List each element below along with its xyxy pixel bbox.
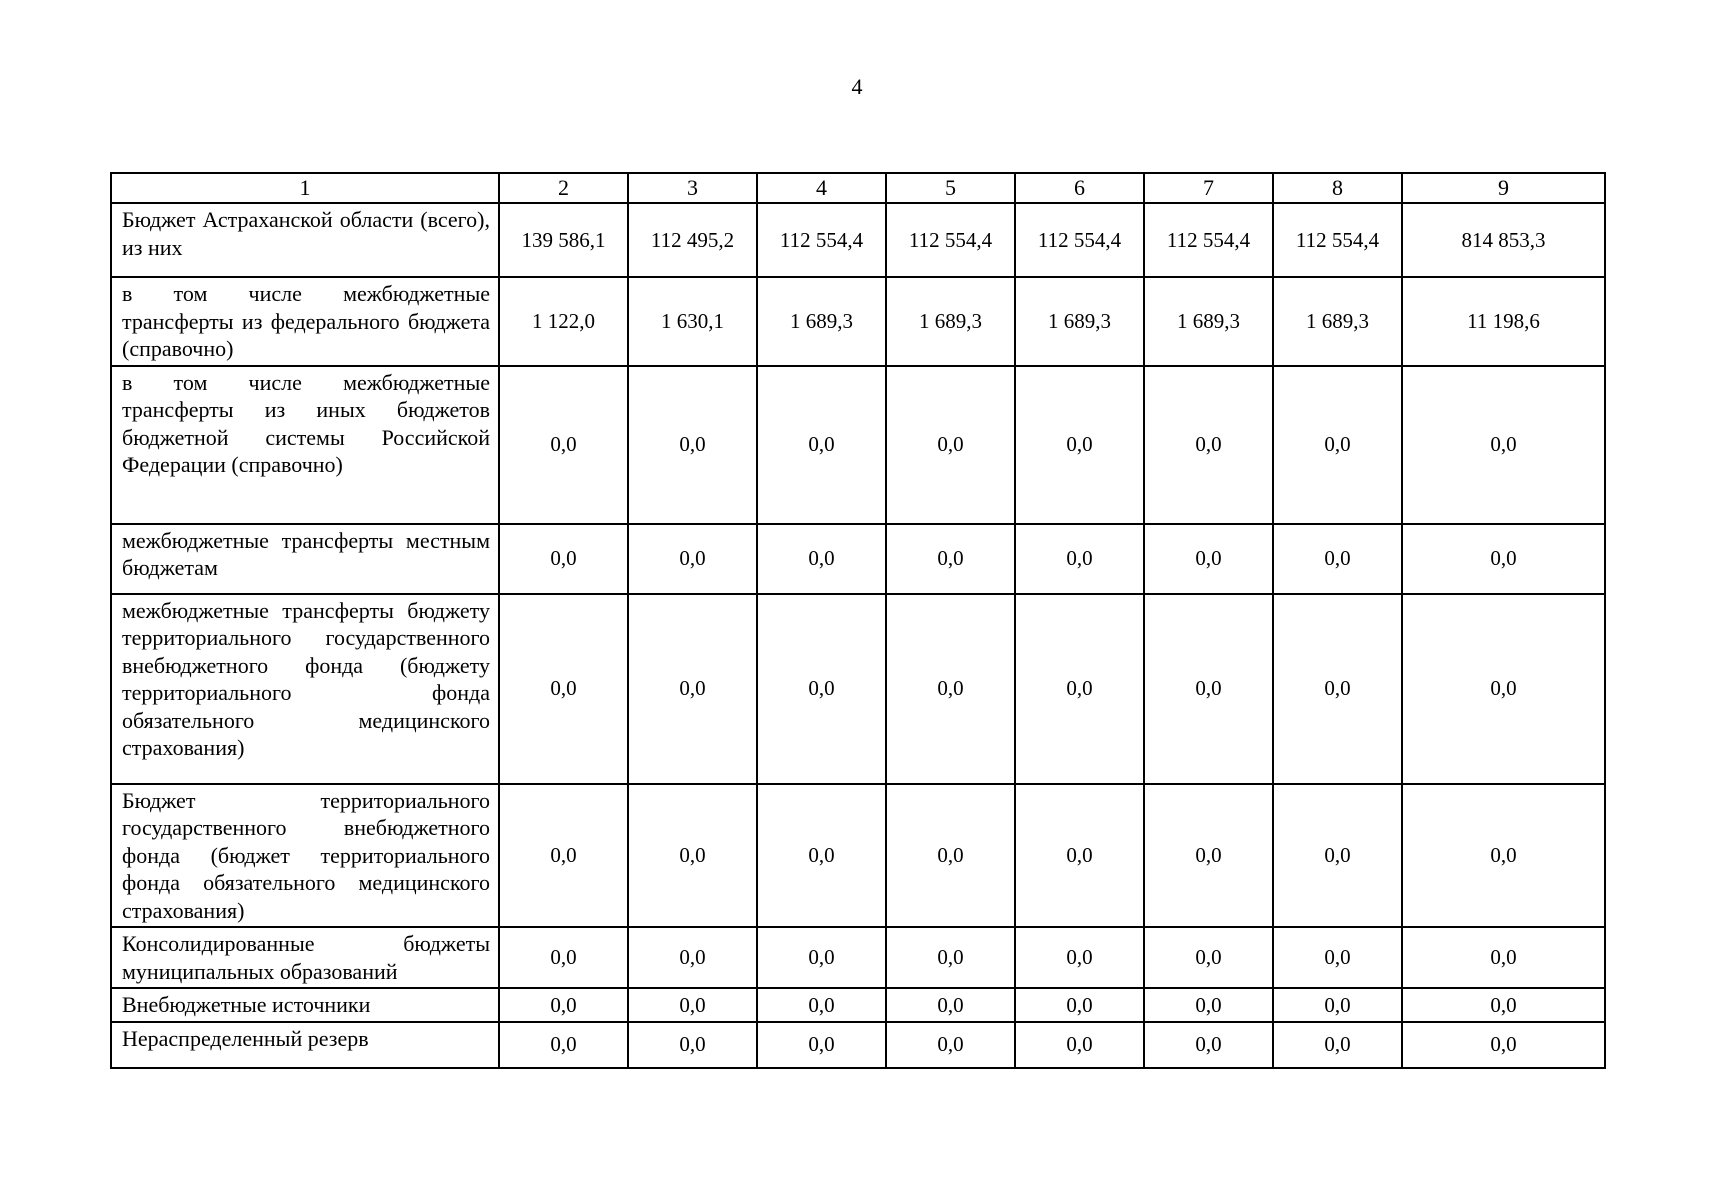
table-cell: 0,0	[628, 524, 757, 594]
table-cell: 0,0	[1402, 366, 1605, 524]
table-cell: 0,0	[1015, 784, 1144, 928]
table-cell: 0,0	[1015, 366, 1144, 524]
table-row	[111, 988, 1605, 1022]
table-cell: 0,0	[628, 988, 757, 1022]
table-cell: 11 198,6	[1402, 277, 1605, 366]
row-label: в том числе межбюджетные трансферты из федерального бюджета (справочно)	[111, 277, 499, 366]
table-row	[111, 1022, 1605, 1068]
budget-table	[110, 172, 1606, 1069]
table-cell: 0,0	[628, 927, 757, 988]
table-row	[111, 524, 1605, 594]
table-cell: 0,0	[1402, 1022, 1605, 1068]
table-cell: 0,0	[1273, 988, 1402, 1022]
table-cell: 0,0	[886, 927, 1015, 988]
column-header: 6	[1015, 173, 1144, 203]
table-cell: 112 554,4	[1144, 203, 1273, 277]
table-cell: 1 689,3	[1273, 277, 1402, 366]
table-cell: 1 122,0	[499, 277, 628, 366]
table-cell: 0,0	[499, 1022, 628, 1068]
table-cell: 0,0	[499, 784, 628, 928]
table-row	[111, 927, 1605, 988]
row-label: Консолидированные бюджеты муниципальных образований	[111, 927, 499, 988]
table-cell: 112 495,2	[628, 203, 757, 277]
row-label: в том числе межбюджетные трансферты из иных бюджетов бюджетной системы Российской Федерации (справочно)	[111, 366, 499, 524]
table-cell: 0,0	[757, 988, 886, 1022]
table-cell: 0,0	[628, 1022, 757, 1068]
table-row	[111, 594, 1605, 784]
table-cell: 1 689,3	[757, 277, 886, 366]
page-number: 4	[851, 74, 863, 99]
table-row	[111, 366, 1605, 524]
table-cell: 0,0	[499, 988, 628, 1022]
table-cell: 0,0	[499, 927, 628, 988]
table-row	[111, 277, 1605, 366]
table-cell: 0,0	[1144, 784, 1273, 928]
table-cell: 0,0	[757, 594, 886, 784]
table-cell: 0,0	[499, 594, 628, 784]
table-cell: 0,0	[757, 366, 886, 524]
row-label: Внебюджетные источники	[111, 988, 499, 1022]
table-cell: 0,0	[628, 366, 757, 524]
table-cell: 0,0	[886, 1022, 1015, 1068]
table-cell: 0,0	[886, 594, 1015, 784]
table-cell: 0,0	[886, 988, 1015, 1022]
column-header: 7	[1144, 173, 1273, 203]
table-cell: 814 853,3	[1402, 203, 1605, 277]
column-header: 1	[111, 173, 499, 203]
table-cell: 0,0	[1402, 988, 1605, 1022]
table-cell: 0,0	[1273, 927, 1402, 988]
table-cell: 0,0	[757, 1022, 886, 1068]
table-cell: 0,0	[1015, 524, 1144, 594]
header-row	[111, 173, 1605, 203]
column-header: 3	[628, 173, 757, 203]
table-cell: 0,0	[1402, 927, 1605, 988]
table-cell: 0,0	[628, 594, 757, 784]
table-cell: 0,0	[1144, 366, 1273, 524]
table-cell: 1 689,3	[886, 277, 1015, 366]
table-cell: 0,0	[1015, 594, 1144, 784]
table-cell: 0,0	[1015, 927, 1144, 988]
column-header: 9	[1402, 173, 1605, 203]
table-cell: 1 689,3	[1144, 277, 1273, 366]
column-header: 4	[757, 173, 886, 203]
table-cell: 112 554,4	[757, 203, 886, 277]
table-cell: 0,0	[757, 524, 886, 594]
row-label: Нераспределенный резерв	[111, 1022, 499, 1068]
table-cell: 0,0	[1144, 927, 1273, 988]
table-cell: 0,0	[499, 524, 628, 594]
table-cell: 0,0	[1144, 988, 1273, 1022]
table-cell: 1 689,3	[1015, 277, 1144, 366]
table-cell: 0,0	[1015, 988, 1144, 1022]
table-row	[111, 203, 1605, 277]
table-cell: 0,0	[1015, 1022, 1144, 1068]
table-cell: 0,0	[1273, 524, 1402, 594]
table-cell: 0,0	[1273, 1022, 1402, 1068]
table-cell: 0,0	[1144, 594, 1273, 784]
table-cell: 112 554,4	[1015, 203, 1144, 277]
table-cell: 0,0	[886, 784, 1015, 928]
table-cell: 0,0	[1273, 366, 1402, 524]
row-label: межбюджетные трансферты местным бюджетам	[111, 524, 499, 594]
table-cell: 0,0	[1144, 524, 1273, 594]
table-cell: 1 630,1	[628, 277, 757, 366]
table-cell: 139 586,1	[499, 203, 628, 277]
table-cell: 0,0	[886, 366, 1015, 524]
table-cell: 0,0	[1144, 1022, 1273, 1068]
table-cell: 0,0	[1402, 594, 1605, 784]
table-cell: 0,0	[1273, 594, 1402, 784]
table-cell: 112 554,4	[886, 203, 1015, 277]
table-cell: 0,0	[1402, 524, 1605, 594]
table-cell: 0,0	[1402, 784, 1605, 928]
table-cell: 0,0	[886, 524, 1015, 594]
column-header: 2	[499, 173, 628, 203]
table-cell: 0,0	[499, 366, 628, 524]
row-label: межбюджетные трансферты бюджету территориального государственного внебюджетного фонда (бюджету территориального фонда обязательного медицинского страхования)	[111, 594, 499, 784]
column-header: 5	[886, 173, 1015, 203]
row-label: Бюджет Астраханской области (всего), из них	[111, 203, 499, 277]
table-cell: 0,0	[757, 784, 886, 928]
table-cell: 0,0	[757, 927, 886, 988]
table-cell: 112 554,4	[1273, 203, 1402, 277]
table-row	[111, 784, 1605, 928]
table-cell: 0,0	[628, 784, 757, 928]
column-header: 8	[1273, 173, 1402, 203]
row-label: Бюджет территориального государственного внебюджетного фонда (бюджет территориального фонда обязательного медицинского страхования)	[111, 784, 499, 928]
table-cell: 0,0	[1273, 784, 1402, 928]
